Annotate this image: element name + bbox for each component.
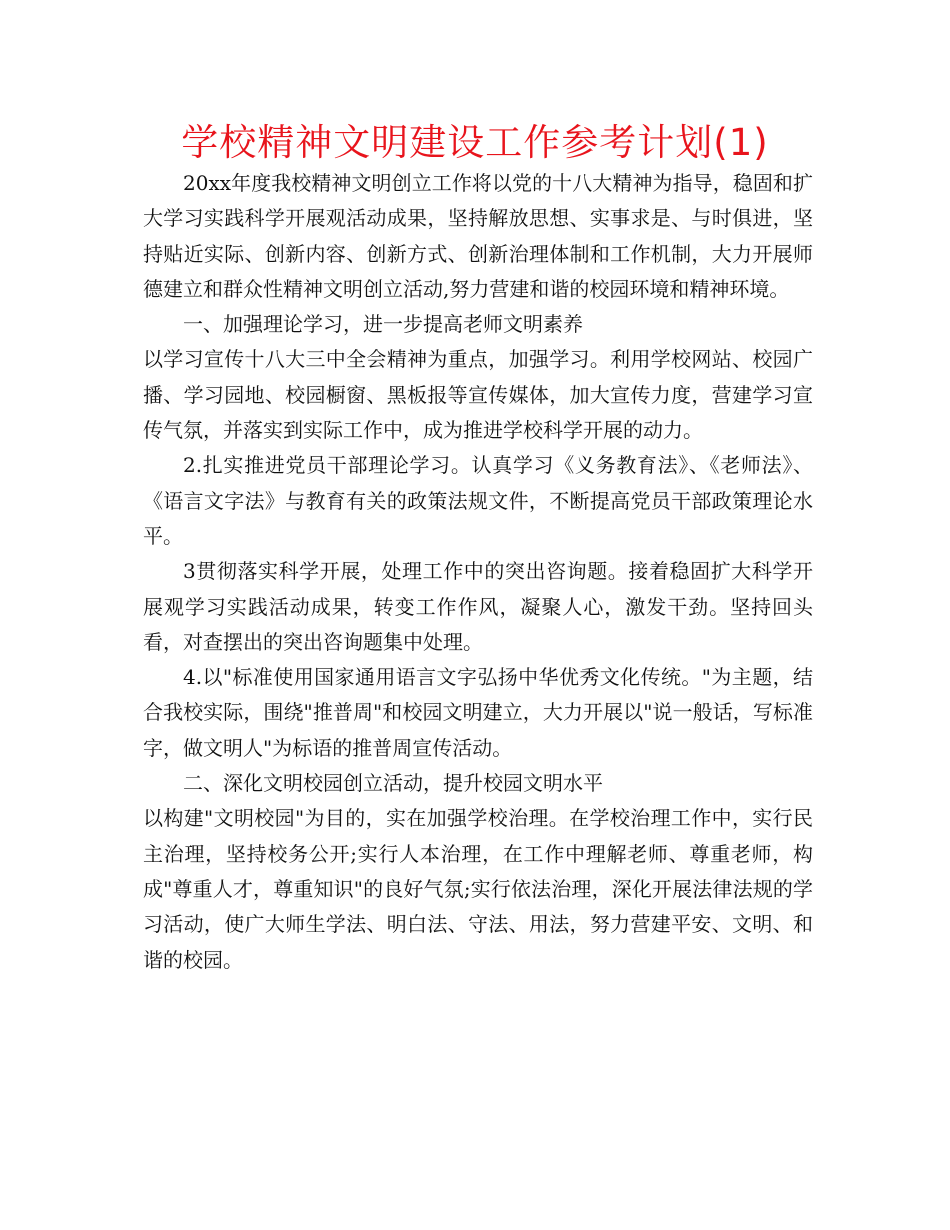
body-paragraph: 3贯彻落实科学开展，处理工作中的突出咨询题。接着稳固扩大科学开展观学习实践活动成果，转变工作作风，凝聚人心，激发干劲。坚持回头看，对查摆出的突出咨询题集中处理。	[143, 559, 813, 654]
document-body	[143, 166, 813, 978]
intro-paragraph: 20xx年度我校精神文明创立工作将以党的十八大精神为指导，稳固和扩大学习实践科学开展观活动成果，坚持解放思想、实事求是、与时俱进，坚持贴近实际、创新内容、创新方式、创新治理体制和工作机制，大力开展师德建立和群众性精神文明创立活动,努力营建和谐的校园环境和精神环境。	[143, 171, 813, 301]
body-paragraph: 4.以"标准使用国家通用语言文字弘扬中华优秀文化传统。"为主题，结合我校实际，围绕"推普周"和校园文明建立，大力开展以"说一般话，写标准字，做文明人"为标语的推普周宣传活动。	[143, 665, 813, 760]
body-paragraph: 以构建"文明校园"为目的，实在加强学校治理。在学校治理工作中，实行民主治理，坚持校务公开;实行人本治理，在工作中理解老师、尊重老师，构成"尊重人才，尊重知识"的良好气氛;实行依法治理，深化开展法律法规的学习活动，使广大师生学法、明白法、守法、用法，努力营建平安、文明、和谐的校园。	[143, 806, 813, 972]
document-title: 学校精神文明建设工作参考计划(1)	[181, 121, 769, 164]
body-paragraph: 2.扎实推进党员干部理论学习。认真学习《义务教育法》、《老师法》、《语言文字法》与教育有关的政策法规文件，不断提高党员干部政策理论水平。	[143, 453, 813, 548]
section-heading-2: 二、深化文明校园创立活动，提升校园文明水平	[183, 771, 603, 796]
body-paragraph: 以学习宣传十八大三中全会精神为重点，加强学习。利用学校网站、校园广播、学习园地、校园橱窗、黑板报等宣传媒体，加大宣传力度，营建学习宣传气氛，并落实到实际工作中，成为推进学校科学开展的动力。	[143, 347, 813, 443]
section-heading-1: 一、加强理论学习，进一步提高老师文明素养	[183, 312, 583, 337]
